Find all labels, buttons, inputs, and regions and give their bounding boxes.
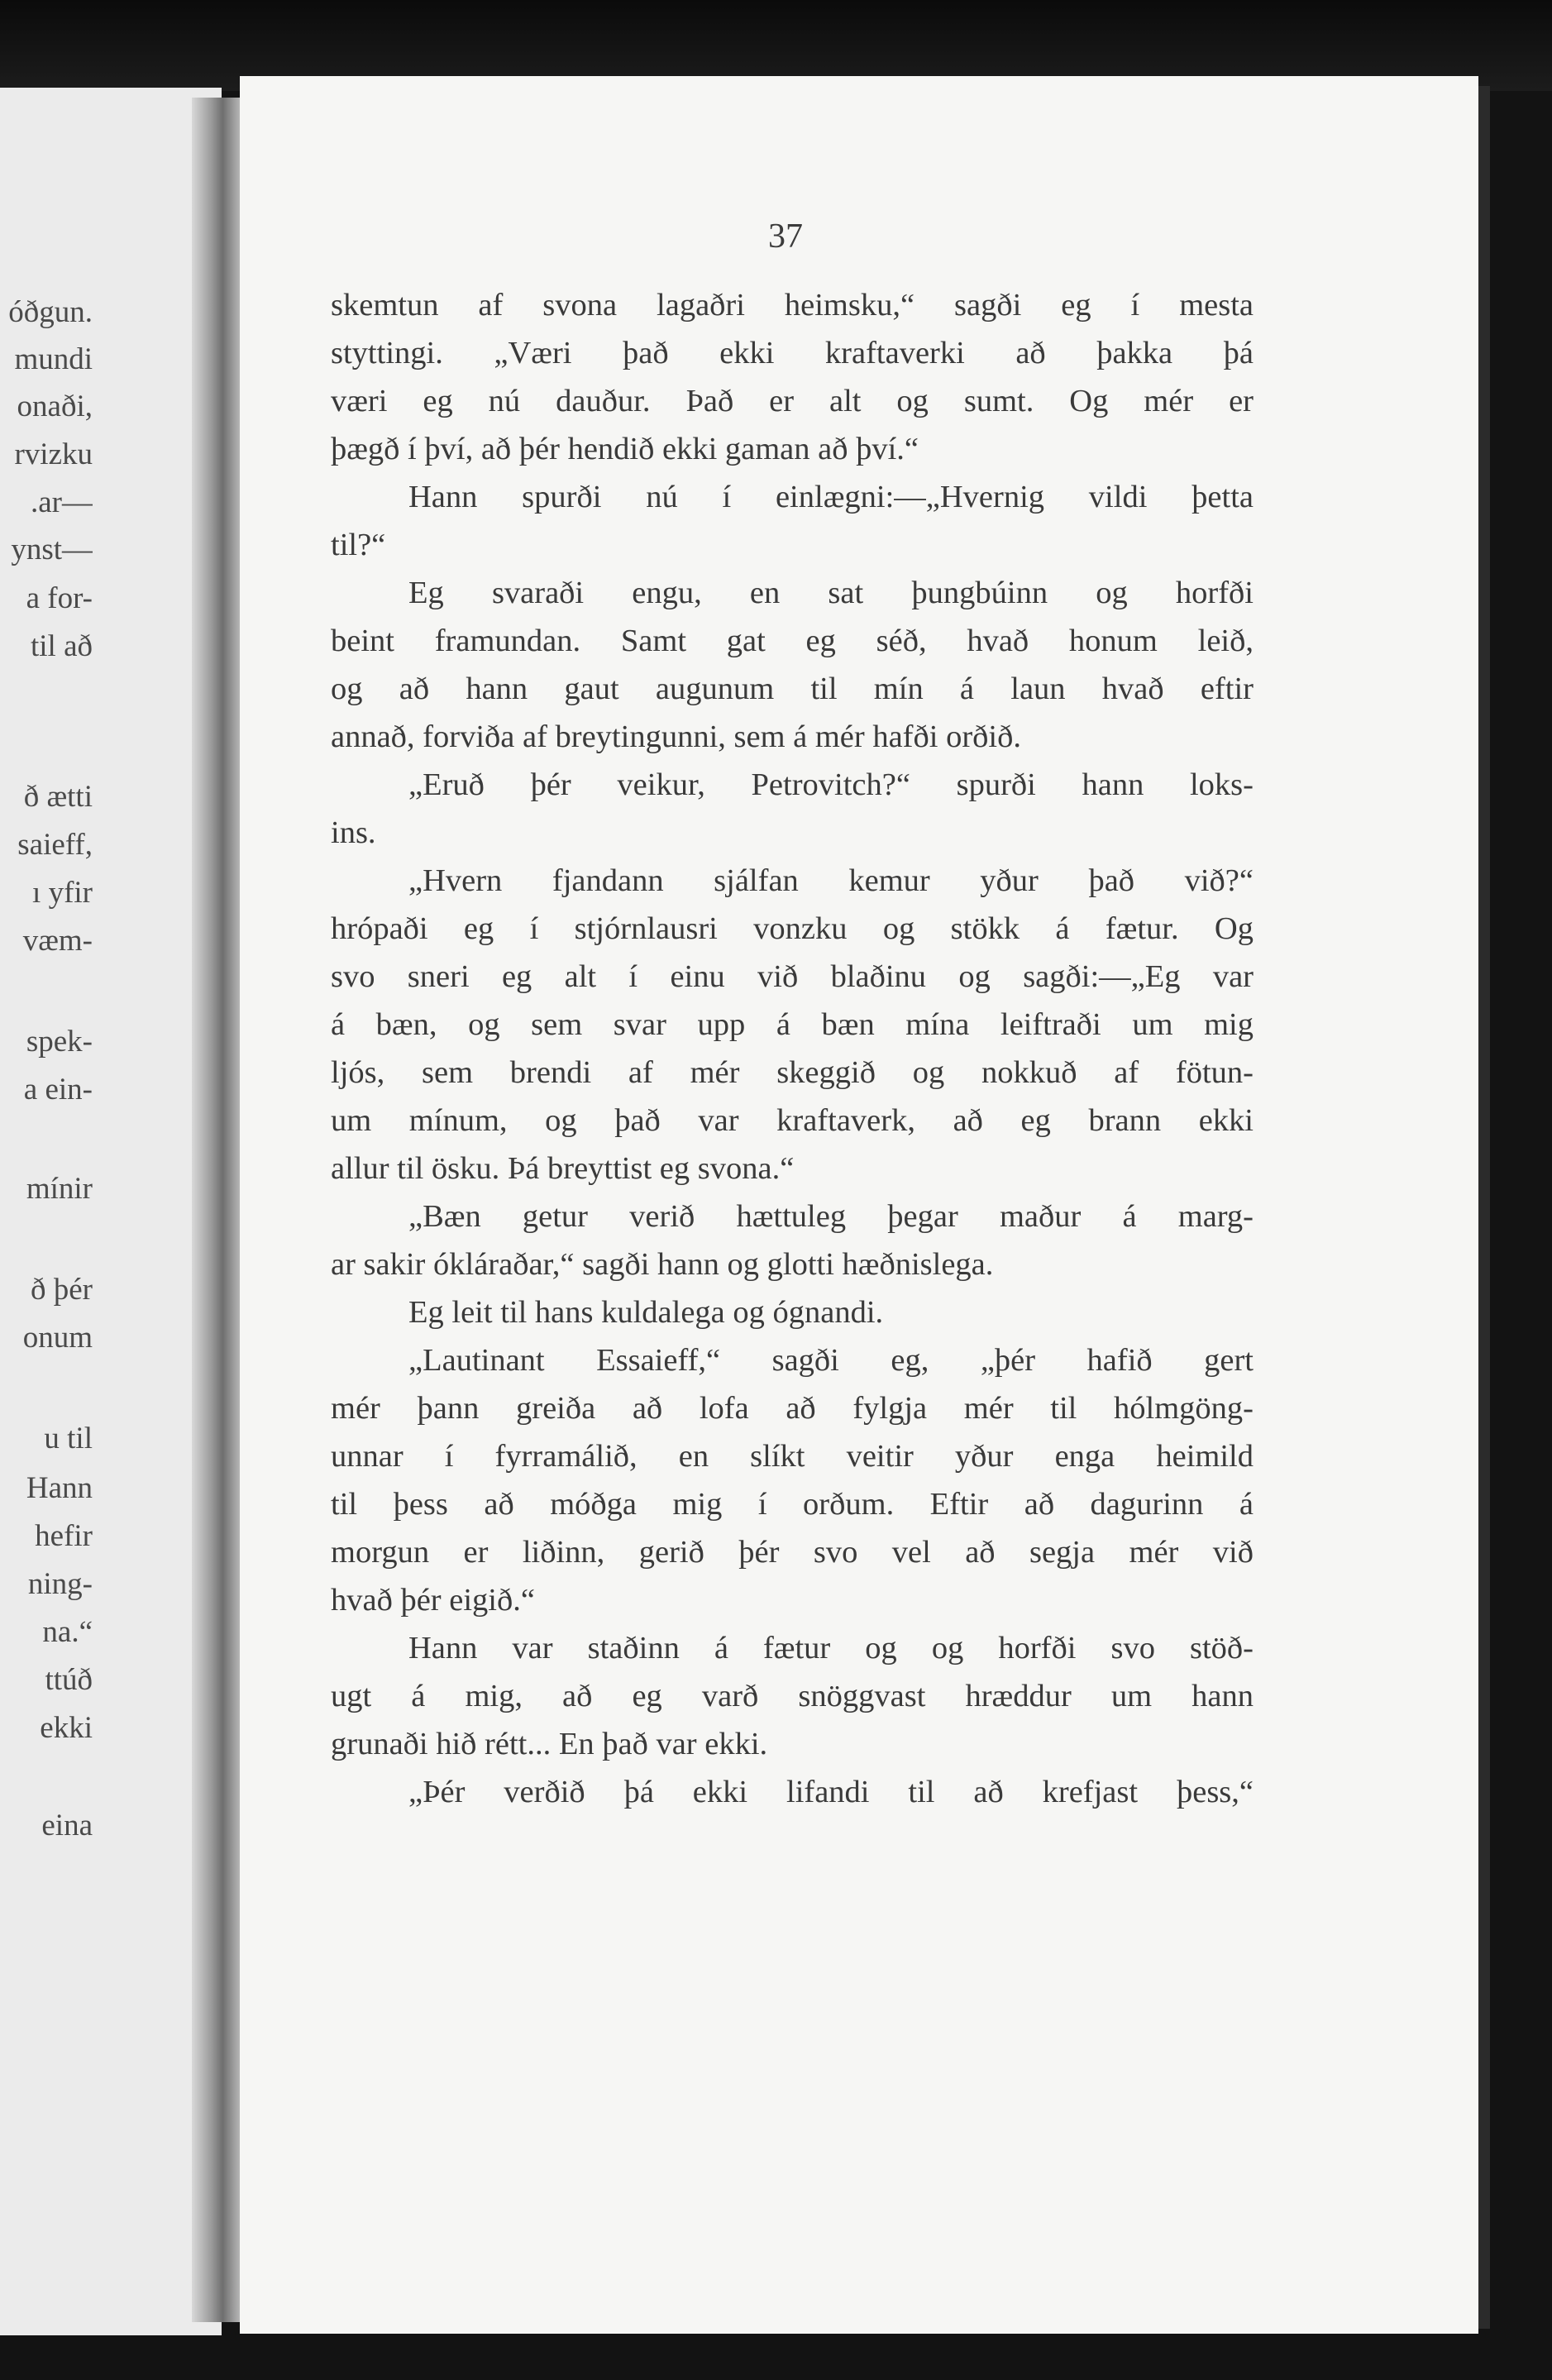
text-line: hvað þér eigið.“ <box>331 1583 535 1618</box>
text-line: „Eruð þér veikur, Petrovitch?“ spurði hann loks- <box>408 767 1254 802</box>
text-line: „Hvern fjandann sjálfan kemur yður það við?“ <box>408 863 1254 898</box>
left-page-fragment: na.“ <box>42 1616 93 1649</box>
left-page-fragment: til að <box>30 630 93 663</box>
page-number: 37 <box>768 217 803 256</box>
left-page-fragment: a ein- <box>23 1073 93 1106</box>
text-line: hrópaði eg í stjórnlausri vonzku og stökk á fætur. Og <box>331 911 1254 946</box>
left-page-fragment: saieff, <box>17 829 93 862</box>
left-page-fragment: spek- <box>26 1025 93 1059</box>
left-page-fragment: Hann <box>26 1472 93 1505</box>
left-page-fragment: væm- <box>22 925 93 958</box>
text-line: unnar í fyrramálið, en slíkt veitir yður enga heimild <box>331 1439 1254 1474</box>
left-page-fragment: ning- <box>27 1568 93 1601</box>
left-page <box>0 88 222 2335</box>
left-page-fragment: eina <box>41 1809 93 1842</box>
left-page-fragment: ynst— <box>11 533 93 566</box>
left-page-fragment: u til <box>44 1422 93 1455</box>
text-line: til þess að móðga mig í orðum. Eftir að dagurinn á <box>331 1487 1254 1522</box>
text-line: til?“ <box>331 528 386 562</box>
text-line: Eg svaraði engu, en sat þungbúinn og horfði <box>408 576 1254 610</box>
text-line: skemtun af svona lagaðri heimsku,“ sagði eg í mesta <box>331 288 1254 323</box>
left-page-fragment: onum <box>22 1321 93 1355</box>
text-line: ar sakir ókláraðar,“ sagði hann og glotti hæðnislega. <box>331 1247 994 1282</box>
text-line: beint framundan. Samt gat eg séð, hvað honum leið, <box>331 624 1254 658</box>
left-page-fragment: .ar— <box>31 486 93 519</box>
left-page-fragment: rvizku <box>14 438 93 471</box>
left-page-fragment: a for- <box>26 582 93 615</box>
text-line: „Lautinant Essaieff,“ sagði eg, „þér hafið gert <box>408 1343 1254 1378</box>
left-page-fragment: onaði, <box>17 390 93 423</box>
text-line: ugt á mig, að eg varð snöggvast hræddur um hann <box>331 1679 1254 1713</box>
text-line: „Bæn getur verið hættuleg þegar maður á marg- <box>408 1199 1254 1234</box>
text-line: um mínum, og það var kraftaverk, að eg brann ekki <box>331 1103 1254 1138</box>
text-line: „Þér verðið þá ekki lifandi til að krefjast þess,“ <box>408 1775 1254 1809</box>
left-page-fragment: ekki <box>40 1712 93 1745</box>
text-line: morgun er liðinn, gerið þér svo vel að segja mér við <box>331 1535 1254 1570</box>
text-line: svo sneri eg alt í einu við blaðinu og sagði:—„Eg var <box>331 959 1254 994</box>
text-line: ins. <box>331 815 376 850</box>
left-page-fragment: ð ætti <box>23 781 93 814</box>
text-line: og að hann gaut augunum til mín á laun hvað eftir <box>331 671 1254 706</box>
left-page-fragment: ð þér <box>31 1274 93 1307</box>
text-line: væri eg nú dauður. Það er alt og sumt. Og mér er <box>331 384 1254 418</box>
text-line: Eg leit til hans kuldalega og ógnandi. <box>408 1295 884 1330</box>
text-line: grunaði hið rétt... En það var ekki. <box>331 1727 768 1761</box>
text-line: Hann var staðinn á fætur og og horfði svo stöð- <box>408 1631 1254 1666</box>
left-page-fragment: mínir <box>26 1173 93 1206</box>
page-text <box>331 281 1254 1816</box>
text-line: annað, forviða af breytingunni, sem á mér hafði orðið. <box>331 719 1021 754</box>
text-line: allur til ösku. Þá breyttist eg svona.“ <box>331 1151 795 1186</box>
left-page-fragment: hefir <box>35 1520 93 1553</box>
left-page-fragment: óðgun. <box>8 296 93 329</box>
text-line: styttingi. „Væri það ekki kraftaverki að þakka þá <box>331 336 1254 370</box>
left-page-fragment: ı yfir <box>32 877 93 910</box>
left-page-fragment: ttúð <box>45 1664 93 1697</box>
left-page-fragment: mundi <box>14 343 93 376</box>
right-page-edge <box>1478 86 1490 2329</box>
text-line: Hann spurði nú í einlægni:—„Hvernig vildi þetta <box>408 480 1254 514</box>
text-line: ljós, sem brendi af mér skeggið og nokkuð af fötun- <box>331 1055 1254 1090</box>
text-line: mér þann greiða að lofa að fylgja mér til hólmgöng- <box>331 1391 1254 1426</box>
text-line: þægð í því, að þér hendið ekki gaman að því.“ <box>331 432 919 466</box>
text-line: á bæn, og sem svar upp á bæn mína leiftraði um mig <box>331 1007 1254 1042</box>
